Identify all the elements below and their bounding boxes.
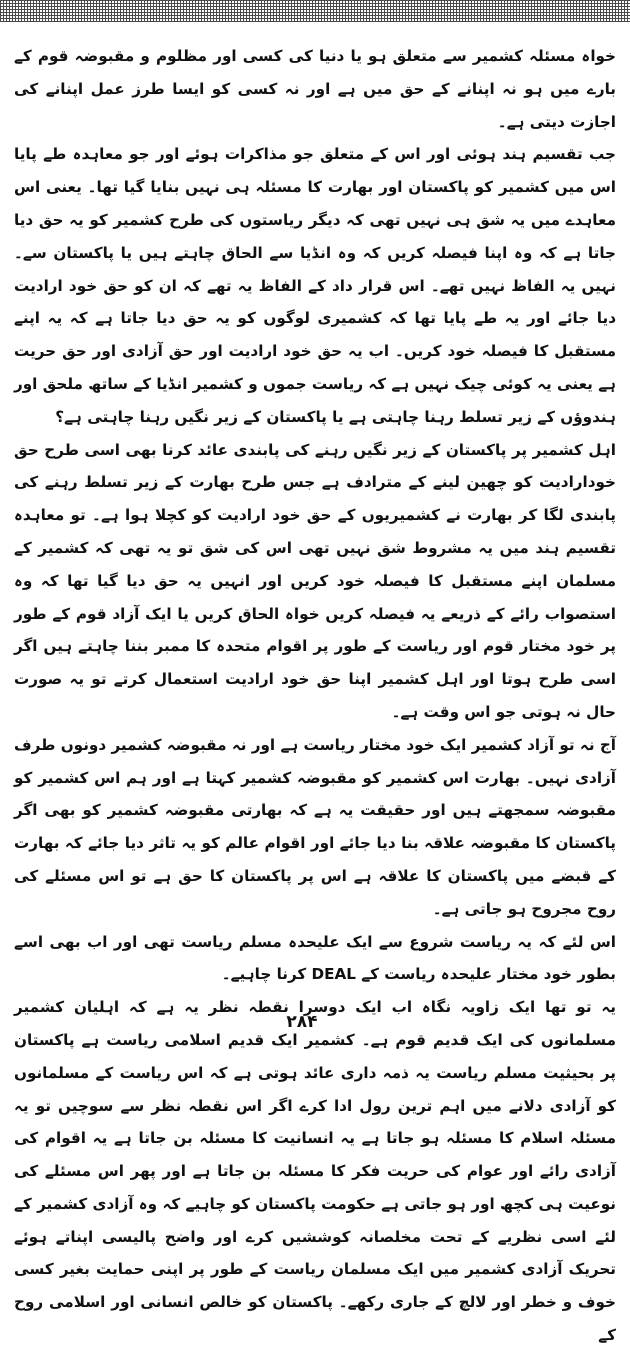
page-number: ۲۸۴ bbox=[286, 1012, 318, 1032]
paragraph-3: اہل کشمیر پر پاکستان کے زیر نگیں رہنے کی پابندی عائد کرنا بھی اسی طرح حق خودارادیت کو چھین لینے کے مترادف ہے جس طرح بھارت کے زیر تسلط رہنے کی پابندی لگا کر بھارت نے کشمیریوں کے حق خود ارادیت کو کچلا ہوا ہے۔ تو معاہدہ تقسیم ہند میں یہ مشروط شق نہیں تھی اس کی شق تو یہ تھی کہ کشمیر کے مسلمان اپنے مستقبل کا فیصلہ خود کریں اور انہیں یہ حق دیا گیا تھا کہ وہ استصواب رائے کے ذریعے یہ فیصلہ کریں خواہ الحاق کریں یا ایک آزاد قوم کے طور پر خود مختار قوم اور ریاست کے طور پر اقوام متحدہ کا ممبر بننا چاہتے ہیں اگر اسی طرح ہوتا اور اہل کشمیر اپنا حق خود ارادیت استعمال کرتے تو یہ صورت حال نہ ہوتی جو اس وقت ہے۔ bbox=[14, 440, 616, 721]
paragraph-6: یہ تو تھا ایک زاویہ نگاہ اب ایک دوسرا نقطہ نظر یہ ہے کہ اہلیان کشمیر مسلمانوں کی ایک قدیم قوم ہے۔ کشمیر ایک قدیم اسلامی ریاست ہے پاکستان پر بحیثیت مسلم ریاست یہ ذمہ داری عائد ہوتی ہے کہ اس ریاست کے مسلمانوں کو آزادی دلانے میں اہم ترین رول ادا کرے اگر اس نقطہ نظر سے سوچیں تو یہ مسئلہ اسلام کا مسئلہ ہو جاتا ہے یہ انسانیت کا مسئلہ بن جاتا ہے یہ اقوام کی آزادی رائے اور عوام کی حریت فکر کا مسئلہ بن جاتا ہے اور پھر اس مسئلے کی نوعیت ہی کچھ اور ہو جاتی ہے حکومت پاکستان کو چاہیے کہ وہ آزادی کشمیر کے لئے اسی نظریے کے تحت مخلصانہ کوششیں کرے اور واضح پالیسی اپناتے ہوئے تحریک آزادی کشمیر میں ایک مسلمان ریاست کے طور پر اپنی حمایت بغیر کسی خوف و خطر اور لالچ کے جاری رکھے۔ پاکستان کو خالص انسانی اور اسلامی روح کے bbox=[14, 998, 616, 1345]
decorative-top-border bbox=[0, 0, 630, 22]
paragraph-1: خواہ مسئلہ کشمیر سے متعلق ہو یا دنیا کی کسی اور مظلوم و مقبوضہ قوم کے بارے میں ہو نہ اپنانے کے حق میں ہے اور نہ کسی کو ایسا طرز عمل اپنانے کی اجازت دیتی ہے۔ bbox=[14, 47, 616, 131]
paragraph-2: جب تقسیم ہند ہوئی اور اس کے متعلق جو مذاکرات ہوئے اور جو معاہدہ طے پایا اس میں کشمیر کو پاکستان اور بھارت کا مسئلہ ہی نہیں بنایا گیا تھا۔ یعنی اس معاہدے میں یہ شق ہی نہیں تھی کہ دیگر ریاستوں کی طرح کشمیر کو یہ حق دیا جاتا ہے کہ وہ اپنا فیصلہ کریں کہ وہ انڈیا سے الحاق چاہتے ہیں یا پاکستان سے۔ نہیں یہ الفاظ نہیں تھے۔ اس قرار داد کے الفاظ یہ تھے کہ ان کو حق خود ارادیت دیا جائے اور یہ طے پایا تھا کہ کشمیری لوگوں کو یہ حق دیا جاتا ہے کہ یہ اپنے مستقبل کا فیصلہ خود کریں۔ اب یہ حق خود ارادیت اور حق آزادی اور حق حریت ہے یعنی یہ کوئی چیک نہیں ہے کہ ریاست جموں و کشمیر انڈیا کے ساتھ ملحق اور ہندوؤں کے زیر تسلط رہنا چاہتی ہے یا پاکستان کے زیر نگیں رہنا چاہتی ہے؟ bbox=[14, 145, 616, 426]
paragraph-4: آج نہ تو آزاد کشمیر ایک خود مختار ریاست ہے اور نہ مقبوضہ کشمیر دونوں طرف آزادی نہیں۔ بھارت اس کشمیر کو مقبوضہ کشمیر کہتا ہے اور ہم اس کشمیر کو مقبوضہ سمجھتے ہیں اور حقیقت یہ ہے کہ بھارتی مقبوضہ کشمیر کو بھی اگر پاکستان کا مقبوضہ علاقہ بنا دیا جائے اور اقوام عالم کو یہ تاثر دیا جائے کہ بھارت کے قبضے میں پاکستان کا علاقہ ہے اس پر پاکستان کا حق ہے تو اس مسئلے کی روح مجروح ہو جاتی ہے۔ bbox=[14, 735, 616, 918]
paragraph-5: اس لئے کہ یہ ریاست شروع سے ایک علیحدہ مسلم ریاست تھی اور اب بھی اسے بطور خود مختار علیحدہ ریاست کے DEAL کرنا چاہیے۔ bbox=[14, 932, 616, 984]
